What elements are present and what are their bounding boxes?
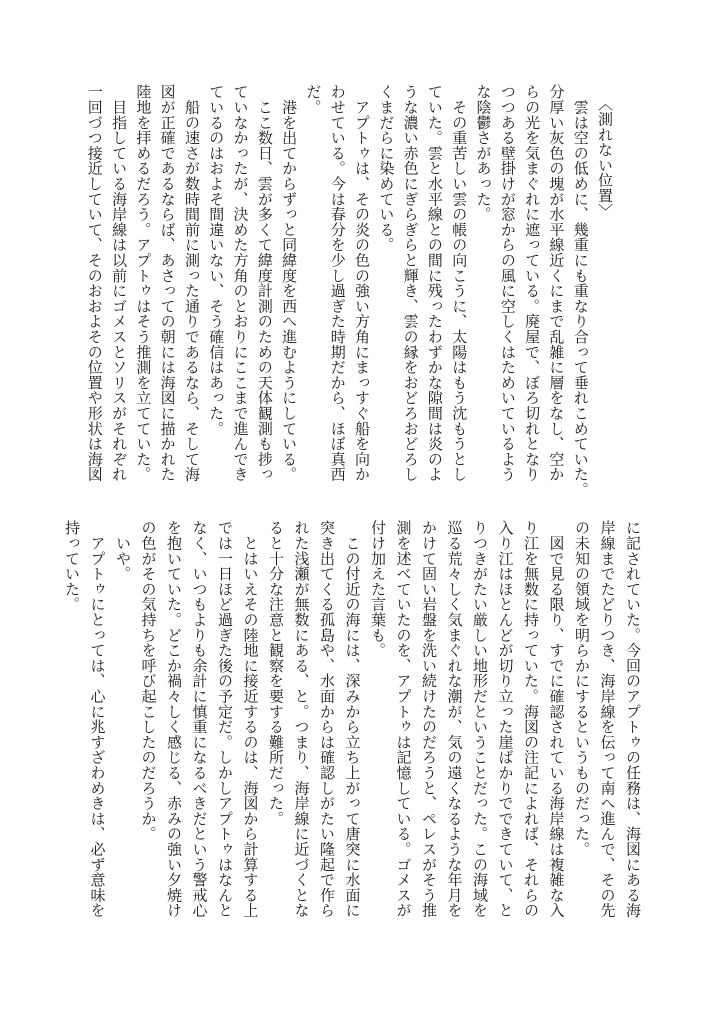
text-line: ているのはおよそ間違いない、そう確信はあった。 — [207, 84, 226, 436]
text-line: 測を述べていたのを、アプトゥは記憶している。ゴメスが — [394, 520, 413, 918]
text-line: の未知の領域を明らかにするというものだった。 — [573, 520, 591, 857]
text-line: 一回づつ接近していて、そのおおよその位置や形状は海図 — [85, 84, 104, 482]
text-line: を抱いていた。どこか禍々しく感じる、赤みの強い夕焼け — [165, 520, 183, 918]
text-line: いや。 — [114, 520, 132, 582]
text-line: 雲は空の低めに、幾重にも重なり合って垂れこめていた。 — [571, 84, 590, 498]
text-line: うな濃い赤色にぎらぎらと輝き、雲の縁をおどろおどろし — [401, 84, 420, 482]
text-line: 図で見る限り、すでに確認されている海岸線は複雑な入 — [547, 520, 566, 918]
text-line: 付け加えた言葉も。 — [369, 520, 387, 658]
text-line: らの光を気まぐれに遮っている。廃屋で、ぼろ切れとなり — [523, 84, 542, 482]
text-line: だ。 — [304, 84, 323, 115]
text-line: 図が正確であるならば、あさっての朝には海図に描かれた — [158, 84, 177, 482]
text-line: では一日ほど過ぎた後の予定だ。しかしアプトゥはなんと — [216, 520, 234, 918]
text-line: アプトゥにとっては、心に兆すざわめきは、必ず意味を — [88, 520, 107, 918]
text-line: 突き出てくる孤島や、水面からは確認しがたい隆起で作ら — [318, 520, 336, 918]
text-line: くまだらに染めている。 — [377, 84, 396, 253]
chapter-title: 〈測れない位置〉 — [596, 96, 614, 219]
text-line: 港を出てからずっと同緯度を西へ進むようにしている。 — [280, 84, 299, 482]
text-line: かけて固い岩盤を洗い続けたのだろうと、ペレスがそう推 — [420, 520, 438, 918]
text-line: ていた。雲と水平線との間に残ったわずかな隙間は炎のよ — [425, 84, 444, 482]
text-line: わせている。今は春分を少し過ぎた時期だから、ほぼ真西 — [328, 84, 347, 482]
text-line: の色がその気持ちを呼び起こしたのだろうか。 — [139, 520, 158, 842]
text-line: 持っていた。 — [63, 520, 81, 612]
text-line: 船の速さが数時間前に測った通りであるなら、そして海 — [182, 84, 201, 482]
text-line: つつある壁掛けが窓からの風に空しくはためいているよう — [498, 84, 517, 482]
text-line: この付近の海には、深みから立ち上がって唐突に水面に — [343, 520, 362, 918]
text-line: とはいえその陸地に接近するのは、海図から計算する上 — [241, 520, 260, 918]
text-line: ここ数日、雲が多くて緯度計測のための天体観測も捗っ — [255, 84, 274, 482]
top-text-block — [77, 84, 612, 497]
text-line: 入り江はほとんどが切り立った崖ばかりでできていて、と — [496, 520, 515, 918]
text-line: その重苦しい雲の帳の向こうに、太陽はもう沈もうとし — [450, 84, 469, 482]
text-line: 岸線までたどりつき、海岸線を伝って南へ進んで、その先 — [598, 520, 617, 918]
text-line: に記されていた。今回のアプトゥの任務は、海図にある海 — [624, 520, 642, 918]
text-line: な陰鬱さがあった。 — [474, 84, 493, 222]
text-line: ると十分な注意と観察を要する難所だった。 — [267, 520, 285, 826]
text-line: り江を無数に持っていた。海図の注記によれば、それらの — [522, 520, 540, 918]
text-line: 分厚い灰色の塊が水平線近くにまで乱雑に層をなし、空か — [547, 84, 566, 482]
text-line: なく、いつもよりも余計に慎重になるべきだという警戒心 — [190, 520, 209, 918]
text-line: ていなかったが、決めた方角のとおりにここまで進んでき — [231, 84, 250, 482]
text-line: 目指している海岸線は以前にゴメスとソリスがそれぞれ — [110, 84, 129, 482]
bottom-text-block — [54, 520, 641, 918]
text-line: 巡る荒々しく気まぐれな潮が、気の遠くなるような年月を — [445, 520, 464, 918]
text-line: アプトゥは、その炎の色の強い方角にまっすぐ船を向か — [353, 84, 372, 482]
text-line: 陸地を拝めるだろう。アプトゥはそう推測を立てていた。 — [134, 84, 153, 482]
text-line: りつきがたい厳しい地形だということだった。この海域を — [471, 520, 489, 918]
text-line: れた浅瀬が無数にある、と。つまり、海岸線に近づくとな — [292, 520, 311, 918]
